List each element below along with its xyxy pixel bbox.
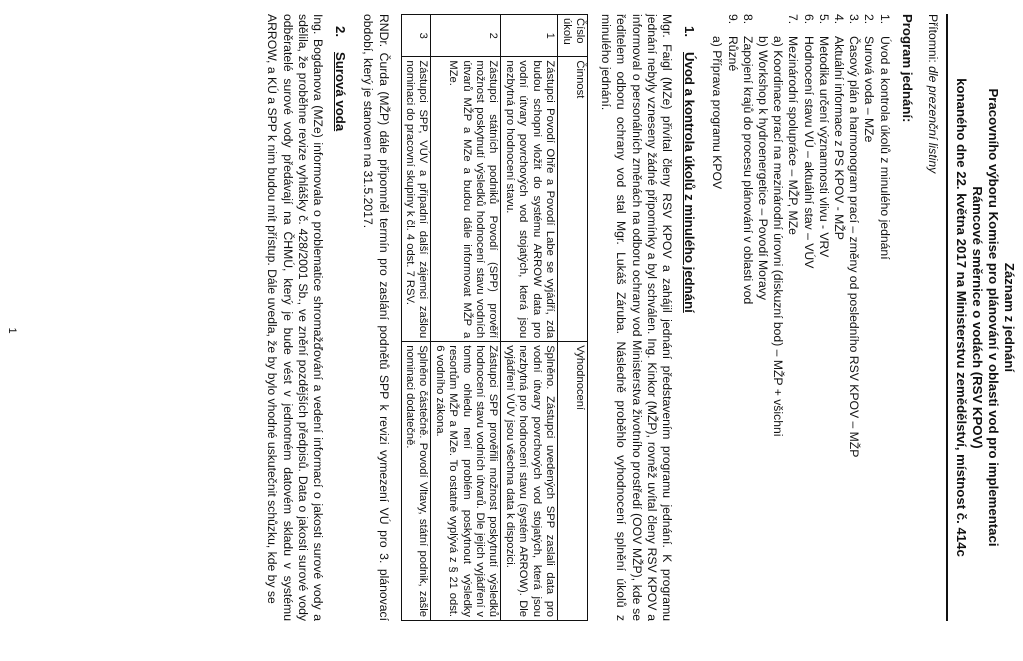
document-title: Záznam z jednání (1002, 262, 1017, 373)
section-1-note: RNDr. Čurda (MŽP) dále připomněl termín pro zaslání podnětů SPP k revizi vymezení VÚ pro 3. plánovací období, který je stanoven na 31.5.2017. (361, 14, 391, 621)
table-row (501, 15, 558, 621)
program-item: 8. Zapojení krajů do procesu plánování v oblasti vod (740, 14, 755, 305)
table-cell: Splněno. Zástupci uvedených SPP zaslali data pro vodní útvary povrchových vod stojatých, která jsou nezbytná pro hodnocení stavu (systém ARROW). Dle vyjádření VÚV jsou všechna data k dispozici. (501, 342, 558, 621)
table-cell: Zástupci státních podniků Povodí (SPP) prověří možnost poskytnutí výsledků hodnocení stavu vodních útvarů MŽP a MZe a budou dále informovat MŽP a MZe. (431, 57, 501, 342)
table-header-cell: Číslo úkolu (558, 15, 588, 57)
program-item: 9. Různé (725, 14, 740, 72)
section-2-paragraph: Ing. Bogdanova (MZe) informovala o problematice shromažďování a vedení informací o jakosti surové vody a sdělila, že proběhne revize vyhlášky č. 428/2001 Sb., ve znění pozdějších předpisů. Data o jakosti surové vody odběratelé surové vody předávají na ČHMÚ, který je bude vést v jednotném datovém skladu v systému ARROW, a KÚ a SPP k nim budou mít přístup. Dále uvedla, že by bylo vhodné uskutečnit schůzku, kde by se (265, 14, 326, 621)
table-cell: 2 (431, 15, 501, 57)
table-row (401, 15, 431, 621)
program-item: 5. Metodika určení významnosti vlivu - VRV (816, 14, 831, 258)
table-cell: Splněno částečně. Povodí Vltavy, státní podnik, zašle nominaci dodatečně. (401, 342, 431, 621)
program-item: 6. Hodnocení stavu VÚ – aktuální stav – VÚV (801, 14, 816, 269)
program-subitem: a) Koordinace prací na mezinárodní úrovni (diskuzní bod) – MŽP + všichni (771, 36, 786, 437)
document-subtitle-2: Rámcové směrnice o vodách (RSV KPOV) (970, 186, 985, 449)
attendance-value: dle prezenční listiny (926, 66, 940, 174)
document-subtitle-3: konaného dne 22. května 2017 na Ministerstvu zemědělství, místnost č. 414c (954, 78, 969, 557)
table-header-cell: Vyhodnocení (558, 342, 588, 621)
table-cell: Zástupci SPP, VÚV a případní další zájemci zašlou nominaci do pracovní skupiny k čl. 4 odst. 7 RSV. (401, 57, 431, 342)
table-cell: Zástupci SPP prověřili možnost poskytnutí výsledků hodnocení stavu vodních útvarů. Dle jejich vyjádření v tomto ohledu není problém poskytnout výsledky resortům MŽP a MZe. To ostatně vyplývá z § 21 odst. 6 vodního zákona. (431, 342, 501, 621)
program-heading: Program jednání: (899, 14, 915, 123)
attendance-label: Přítomni: (926, 14, 940, 63)
program-item: 1. Úvod a kontrola úkolů z minulého jednání (877, 14, 892, 260)
document-subtitle-1: Pracovního výboru Komise pro plánování v oblasti vod pro implementaci (986, 88, 1001, 547)
program-item: 4. Aktuální informace z PS KPOV - MŽP (831, 14, 846, 240)
table-cell: 3 (401, 15, 431, 57)
section-2-heading: 2. Surová voda (333, 26, 349, 132)
attendance-line (925, 14, 940, 621)
program-subitem: b) Workshop k hydroenergetice – Povodí Moravy (755, 36, 770, 300)
program-list (709, 14, 891, 621)
table-cell: Zástupci Povodí Ohře a Povodí Labe se vyjádří, zda budou schopni vložit do systému ARROW data pro vodní útvary povrchových vod stojatých, která jsou nezbytná pro hodnocení stavu. (501, 57, 558, 342)
program-item: 2. Surová voda – MZe (862, 14, 877, 143)
task-table (401, 14, 588, 621)
program-item: 7. Mezinárodní spolupráce – MŽP, MZe (786, 14, 801, 235)
table-cell: 1 (501, 15, 558, 57)
page-number: 1 (6, 327, 18, 334)
table-row (431, 15, 501, 621)
table-header-row (558, 15, 588, 621)
section-1-heading: 1. Úvod a kontrola úkolů z minulého jednání (682, 26, 698, 313)
table-header-cell: Činnost (558, 57, 588, 342)
program-subitem: a) Příprava programu KPOV (710, 36, 725, 190)
section-1-paragraph: Mgr. Faigl (MZe) přivítal členy RSV KPOV a zahájil jednání představením programu jednání. K programu jednání nebyly vzneseny žádné připomínky a byl schválen. Ing. Kinkor (MŽP), rovněž uvítal členy RSV KPOV a informoval o personálních změnách na odboru ochrany vod Ministerstva životního prostředí (OOV MŽP), kde se ředitelem odboru ochrany vod stal Mgr. Lukáš Záruba. Následně proběhlo vyhodnocení splnění úkolů z minulého jednání. (599, 14, 674, 621)
header-rule (946, 14, 948, 621)
program-item: 3. Časový plán a harmonogram prací – změny od posledního RSV KPOV – MŽP (847, 14, 862, 458)
